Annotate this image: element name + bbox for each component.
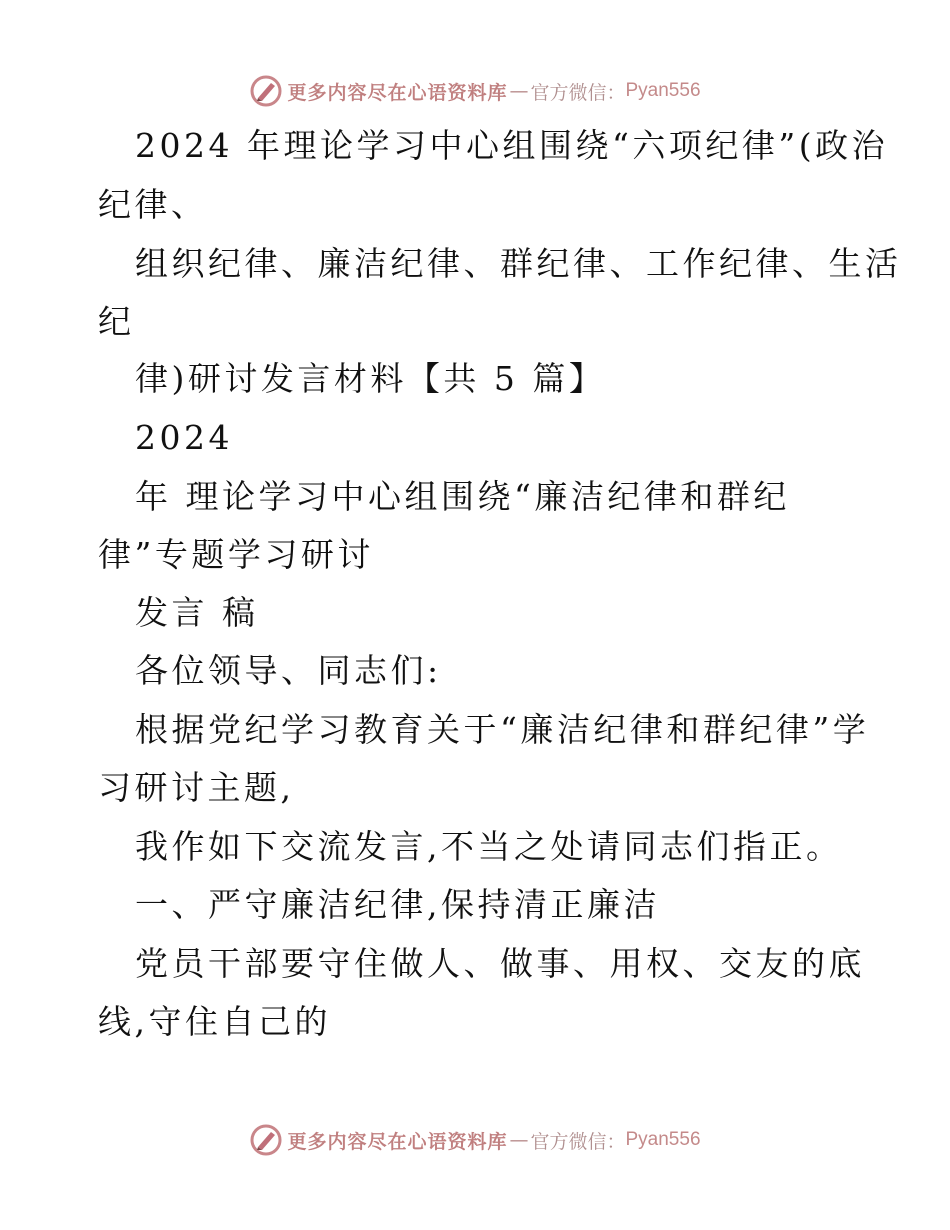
text-line: 2024 年理论学习中心组围绕“六项纪律”(政治 (135, 126, 889, 165)
text-line: 律)研讨发言材料【共 5 篇】 (135, 359, 606, 398)
text-line: 根据党纪学习教育关于“廉洁纪律和群纪律”学 (135, 710, 870, 749)
text-line: 各位领导、同志们: (135, 651, 442, 690)
quill-logo-icon (249, 1123, 283, 1157)
text-line: 2024 (135, 418, 233, 457)
text-line: 年 理论学习中心组围绕“廉洁纪律和群纪 (135, 477, 790, 516)
watermark-separator: — (509, 80, 529, 102)
text-line: 线,守住自己的 (98, 1002, 331, 1041)
watermark-separator: — (509, 1129, 529, 1151)
text-line: 习研讨主题, (98, 768, 295, 807)
text-line: 纪 (98, 302, 135, 341)
text-line: 发言 稿 (135, 593, 259, 632)
text-line: 我作如下交流发言,不当之处请同志们指正。 (135, 827, 843, 866)
footer-watermark (0, 1120, 950, 1160)
text-line: 组织纪律、廉洁纪律、群纪律、工作纪律、生活 (135, 244, 902, 283)
text-line: 纪律、 (98, 185, 208, 224)
text-line: 一、严守廉洁纪律,保持清正廉洁 (135, 885, 660, 924)
watermark-wechat-label: 官方微信： (530, 81, 626, 104)
watermark-text: 更多内容尽在心语资料库 (287, 81, 508, 104)
text-line: 党员干部要守住做人、做事、用权、交友的底 (135, 944, 865, 983)
watermark-wechat-id: Pyan556 (625, 80, 701, 101)
watermark-text: 更多内容尽在心语资料库 (287, 1130, 508, 1153)
watermark-wechat-id: Pyan556 (625, 1129, 701, 1150)
text-line: 律”专题学习研讨 (98, 535, 374, 574)
watermark-wechat-label: 官方微信： (530, 1130, 626, 1153)
